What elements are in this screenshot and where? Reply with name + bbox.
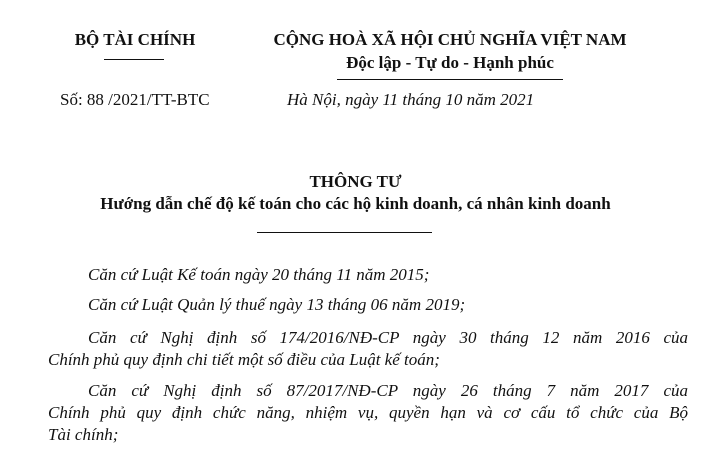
ministry-underline xyxy=(104,59,164,60)
legal-basis-line: Căn cứ Nghị định số 174/2016/NĐ-CP ngày 30 tháng 12 năm 2016 của xyxy=(88,328,688,347)
document-subject: Hướng dẫn chế độ kế toán cho các hộ kinh doanh, cá nhân kinh doanh xyxy=(100,194,611,213)
legal-basis-item xyxy=(48,380,688,446)
legal-basis-item xyxy=(48,264,688,286)
national-title: CỘNG HOÀ XÃ HỘI CHỦ NGHĨA VIỆT NAM xyxy=(273,30,627,49)
legal-basis-item xyxy=(48,294,688,316)
legal-basis-line: Chính phủ quy định chức năng, nhiệm vụ, quyền hạn và cơ cấu tổ chức của Bộ xyxy=(48,403,688,422)
legal-basis-line: Căn cứ Luật Kế toán ngày 20 tháng 11 năm 2015; xyxy=(88,265,430,284)
motto-underline xyxy=(337,79,563,80)
document-number: Số: 88 /2021/TT-BTC xyxy=(60,90,210,109)
place-and-date: Hà Nội, ngày 11 tháng 10 năm 2021 xyxy=(287,90,535,109)
issuing-ministry: BỘ TÀI CHÍNH xyxy=(74,30,196,49)
legal-basis-line: Chính phủ quy định chi tiết một số điều của Luật kế toán; xyxy=(48,350,440,369)
legal-basis-line: Căn cứ Luật Quản lý thuế ngày 13 tháng 06 năm 2019; xyxy=(88,295,466,314)
legal-basis-line: Tài chính; xyxy=(48,425,119,444)
legal-basis-line: Căn cứ Nghị định số 87/2017/NĐ-CP ngày 26 tháng 7 năm 2017 của xyxy=(88,381,688,400)
subject-underline xyxy=(257,232,432,233)
national-motto: Độc lập - Tự do - Hạnh phúc xyxy=(346,53,554,72)
document-type-heading: THÔNG TƯ xyxy=(309,172,402,191)
legal-basis-item xyxy=(48,327,688,371)
